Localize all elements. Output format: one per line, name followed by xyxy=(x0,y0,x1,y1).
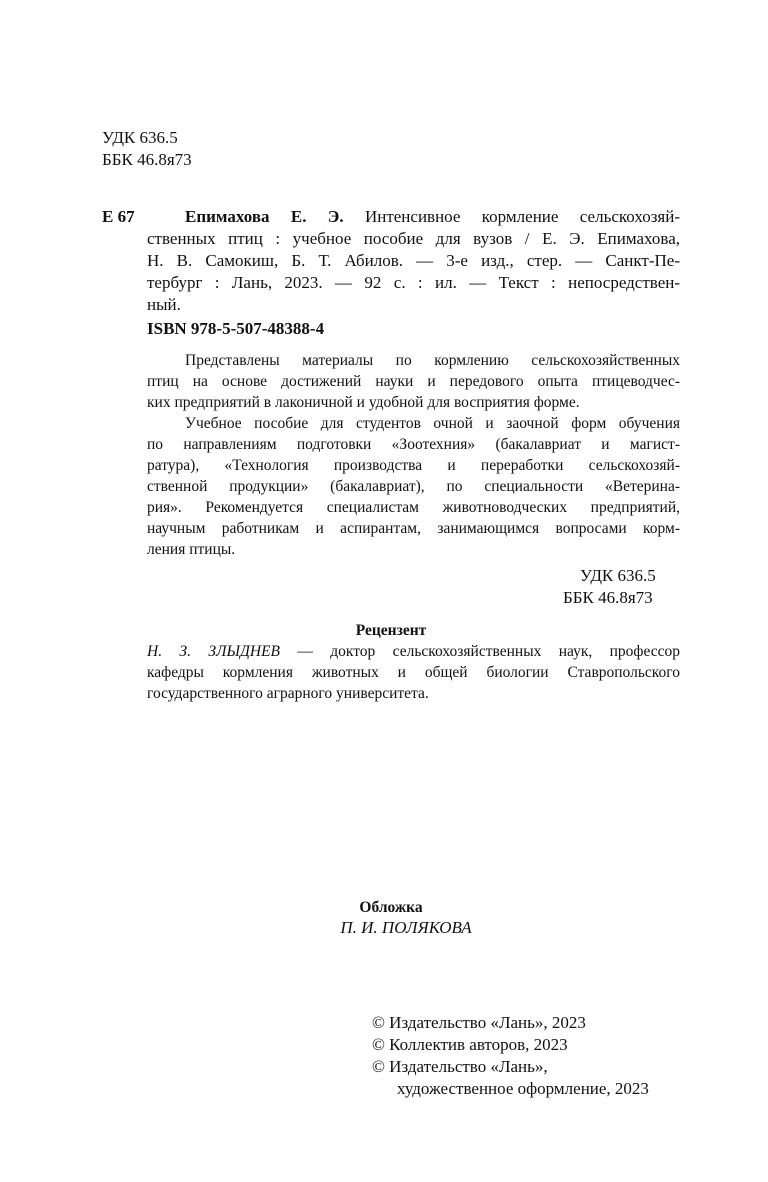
udk-top: УДК 636.5 xyxy=(102,128,178,147)
abstract-line-2: птиц на основе достижений науки и передового опыта птицеводчес- xyxy=(147,373,680,390)
isbn: ISBN 978-5-507-48388-4 xyxy=(147,319,325,338)
reviewer-line-1 xyxy=(147,641,680,663)
reviewer-line-2: кафедры кормления животных и общей биологии Ставропольского xyxy=(147,664,680,681)
abstract-line-9: научным работникам и аспирантам, занимающимся вопросами корм- xyxy=(147,520,680,537)
abstract-line-3: ких предприятий в лаконичной и удобной для восприятия форме. xyxy=(147,394,580,411)
copyright-line-2: © Коллектив авторов, 2023 xyxy=(372,1035,568,1054)
abstract-line-10: ления птицы. xyxy=(147,541,236,558)
reviewer-line-3: государственного аграрного университета. xyxy=(147,685,429,702)
udk-bottom: УДК 636.5 xyxy=(580,566,656,585)
bib-line-4: тербург : Лань, 2023. — 92 с. : ил. — Текст : непосредствен- xyxy=(147,273,680,292)
bib-line-3: Н. В. Самокиш, Б. Т. Абилов. — 3-е изд., стер. — Санкт-Пе- xyxy=(147,251,680,270)
reviewer-line-1-text: — доктор сельскохозяйственных наук, профессор xyxy=(297,643,681,660)
abstract-line-1: Представлены материалы по кормлению сельскохозяйственных xyxy=(185,352,680,369)
cover-heading: Обложка xyxy=(359,899,423,916)
reviewer-heading: Рецензент xyxy=(355,622,427,639)
bib-line-1-text: Интенсивное кормление сельскохозяй- xyxy=(364,207,680,226)
author-mark: Е 67 xyxy=(102,207,135,226)
abstract-line-4: Учебное пособие для студентов очной и заочной форм обучения xyxy=(185,415,680,432)
copyright-line-1: © Издательство «Лань», 2023 xyxy=(372,1013,586,1032)
abstract-line-8: рия». Рекомендуется специалистам животноводческих предприятий, xyxy=(147,499,680,516)
bib-line-2: ственных птиц : учебное пособие для вузов / Е. Э. Епимахова, xyxy=(147,229,680,248)
bib-line-1 xyxy=(185,206,680,228)
reviewer-name: Н. З. ЗЛЫДНЕВ xyxy=(147,643,281,660)
cover-name: П. И. ПОЛЯКОВА xyxy=(340,918,472,937)
copyright-line-3: © Издательство «Лань», xyxy=(372,1057,548,1076)
bib-author: Епимахова Е. Э. xyxy=(185,207,344,226)
abstract-line-7: ственной продукции» (бакалавриат), по специальности «Ветерина- xyxy=(147,478,680,495)
abstract-line-6: ратура), «Технология производства и переработки сельскохозяй- xyxy=(147,457,680,474)
bib-line-5: ный. xyxy=(147,295,181,314)
bbk-bottom: ББК 46.8я73 xyxy=(563,588,653,607)
abstract-line-5: по направлениям подготовки «Зоотехния» (бакалавриат и магист- xyxy=(147,436,680,453)
bbk-top: ББК 46.8я73 xyxy=(102,150,192,169)
copyright-line-4: художественное оформление, 2023 xyxy=(397,1079,649,1098)
